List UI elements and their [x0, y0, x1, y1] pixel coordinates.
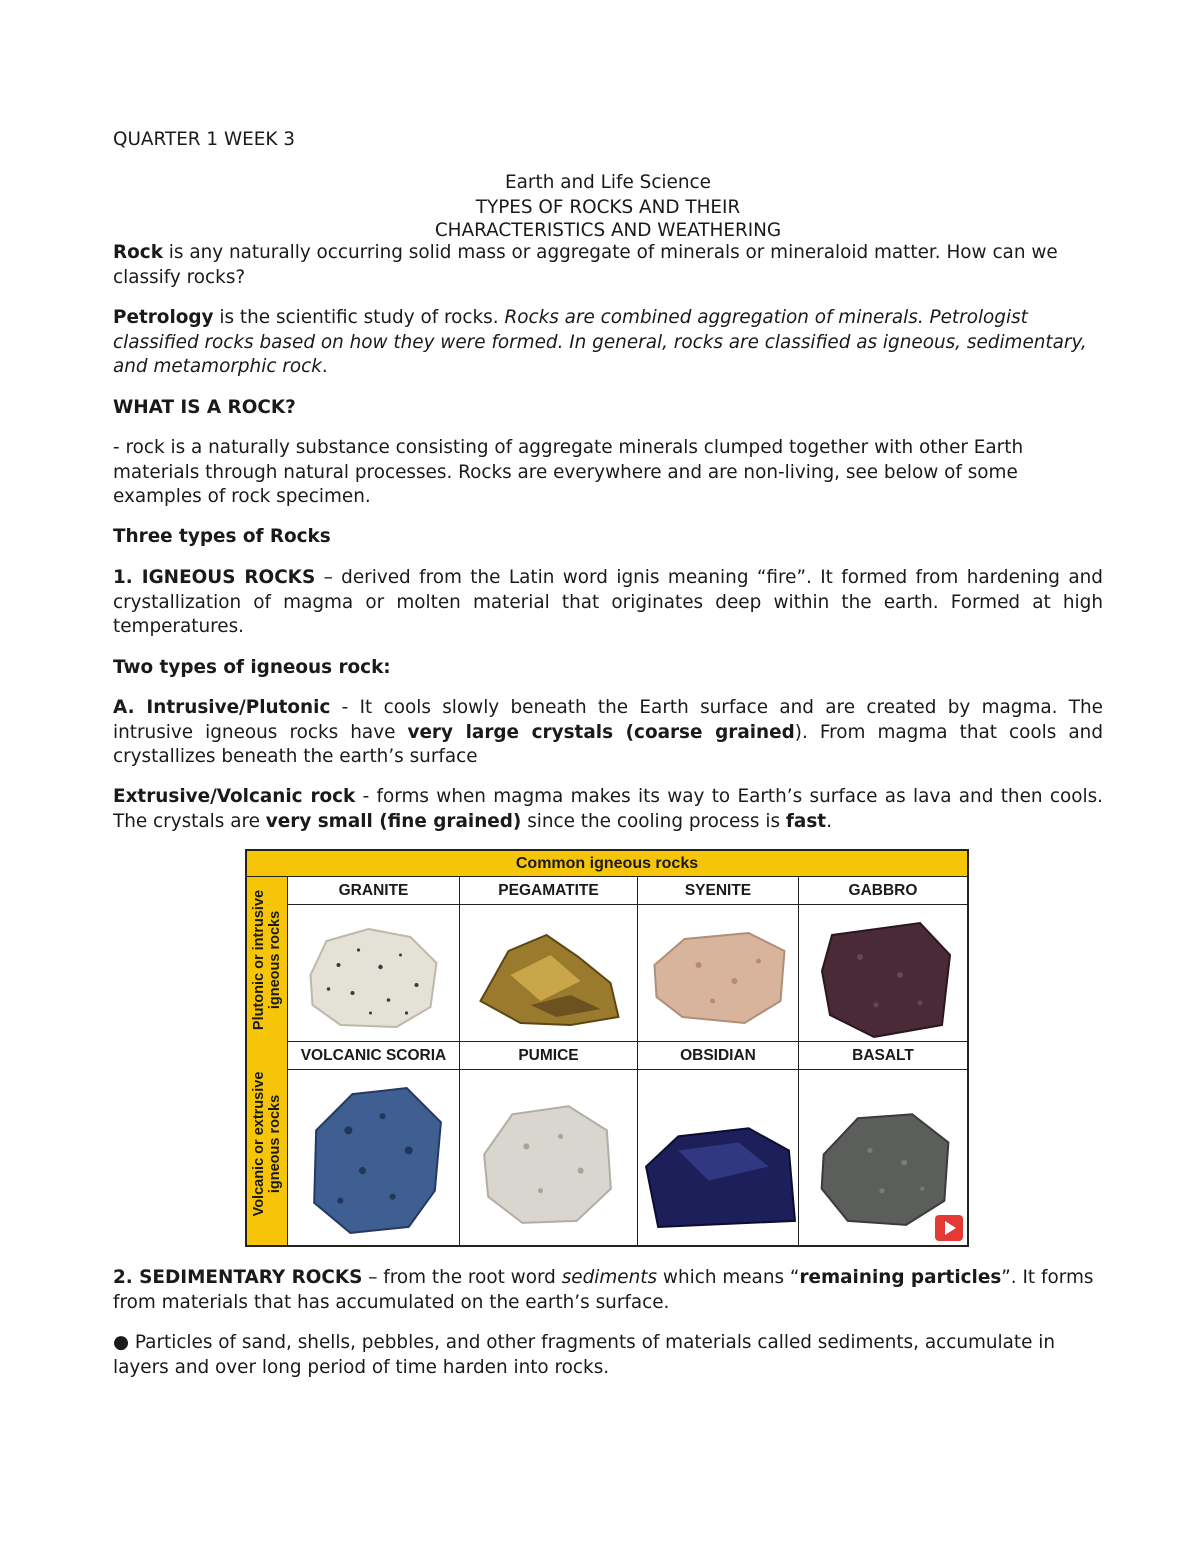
- sedimentary-label: 2. SEDIMENTARY ROCKS: [113, 1267, 363, 1288]
- igneous-rocks-paragraph: 1. IGNEOUS ROCKS – derived from the Latin word ignis meaning “fire”. It formed from hardening and crystallization of magma or molten material that originates deep within the earth. Formed at high temperatures.: [113, 567, 1103, 638]
- rock-cell-syenite: SYENITE: [638, 877, 799, 1042]
- extrusive-paragraph: Extrusive/Volcanic rock - forms when magma makes its way to Earth’s surface as lava and then cools. The crystals are very small (fine grained) since the cooling process is fast.: [113, 786, 1103, 832]
- intrusive-label: A. Intrusive/Plutonic: [113, 697, 331, 718]
- sediments-italic: sediments: [561, 1267, 658, 1288]
- rock-cell-obsidian: OBSIDIAN: [638, 1042, 799, 1245]
- row-label-plutonic: Plutonic or intrusive igneous rocks: [247, 877, 288, 1042]
- gabbro-image: [799, 905, 967, 1041]
- petrology-definition: Petrology is the scientific study of rocks. Rocks are combined aggregation of minerals. Petrologist classified rocks based on how they were formed. In general, rocks are classified as igneous, sedimentary, and metamorphic rock.: [113, 307, 1087, 378]
- petrology-definition-text: is the scientific study of rocks.: [213, 307, 505, 328]
- rock-definition-text: is any naturally occurring solid mass or aggregate of minerals or mineraloid matter. How can we classify rocks?: [113, 242, 1058, 288]
- intrusive-paragraph: A. Intrusive/Plutonic - It cools slowly beneath the Earth surface and are created by magma. The intrusive igneous rocks have very large crystals (coarse grained). From magma that cools and crystallizes beneath the earth’s surface: [113, 697, 1103, 768]
- rock-cell-granite: GRANITE: [288, 877, 460, 1042]
- remaining-particles-bold: remaining particles: [799, 1267, 1002, 1288]
- coarse-grained-bold: very large crystals (coarse grained: [407, 721, 795, 743]
- syenite-image: [638, 905, 798, 1041]
- rock-cell-pumice: PUMICE: [460, 1042, 638, 1245]
- three-types-heading: Three types of Rocks: [113, 526, 331, 547]
- subject-title: Earth and Life Science: [505, 172, 711, 193]
- extrusive-label: Extrusive/Volcanic rock: [113, 786, 356, 807]
- sediments-bullet-paragraph: ● Particles of sand, shells, pebbles, and other fragments of materials called sediments, accumulate in layers and over long period of time harden into rocks.: [113, 1332, 1056, 1378]
- granite-image: [288, 905, 459, 1041]
- rock-cell-volcanic-scoria: VOLCANIC SCORIA: [288, 1042, 460, 1245]
- what-is-rock-heading: WHAT IS A ROCK?: [113, 397, 296, 418]
- rock-cell-gabbro: GABBRO: [799, 877, 967, 1042]
- rock-term: Rock: [113, 242, 163, 263]
- youtube-play-icon[interactable]: [935, 1215, 963, 1241]
- document-title-line2: CHARACTERISTICS AND WEATHERING: [434, 220, 782, 241]
- rock-definition: [113, 241, 1103, 290]
- fast-bold: fast: [785, 810, 827, 832]
- bullet-icon: ●: [113, 1332, 130, 1353]
- igneous-rocks-figure: [245, 849, 969, 1247]
- rock-cell-basalt: BASALT: [799, 1042, 967, 1245]
- igneous-rocks-label: 1. IGNEOUS ROCKS: [113, 567, 316, 588]
- igneous-types-heading: Two types of igneous rock:: [113, 657, 391, 678]
- fine-grained-bold: very small (fine grained): [265, 810, 522, 832]
- rock-cell-pegamatite: PEGAMATITE: [460, 877, 638, 1042]
- row-label-volcanic: Volcanic or extrusive igneous rocks: [247, 1042, 288, 1245]
- quarter-label: QUARTER 1 WEEK 3: [113, 129, 296, 150]
- volcanic-scoria-image: [288, 1070, 459, 1245]
- petrology-italic-text: Rocks are combined aggregation of minerals. Petrologist classified rocks based on how they were formed. In general, rocks are classified as igneous, sedimentary, and metamorphic rock: [113, 307, 1087, 378]
- obsidian-image: [638, 1070, 798, 1245]
- petrology-term: Petrology: [113, 307, 214, 328]
- document-title-line1: TYPES OF ROCKS AND THEIR: [475, 197, 741, 218]
- sedimentary-paragraph: 2. SEDIMENTARY ROCKS – from the root word sediments which means “remaining particles”. It forms from materials that has accumulated on the earth’s surface.: [113, 1267, 1094, 1313]
- pegamatite-image: [460, 905, 637, 1041]
- pumice-image: [460, 1070, 637, 1245]
- what-is-rock-body: - rock is a naturally substance consisting of aggregate minerals clumped together with other Earth materials through natural processes. Rocks are everywhere and are non-living, see below of some examples of rock specimen.: [113, 437, 1024, 508]
- figure-title: Common igneous rocks: [247, 851, 967, 877]
